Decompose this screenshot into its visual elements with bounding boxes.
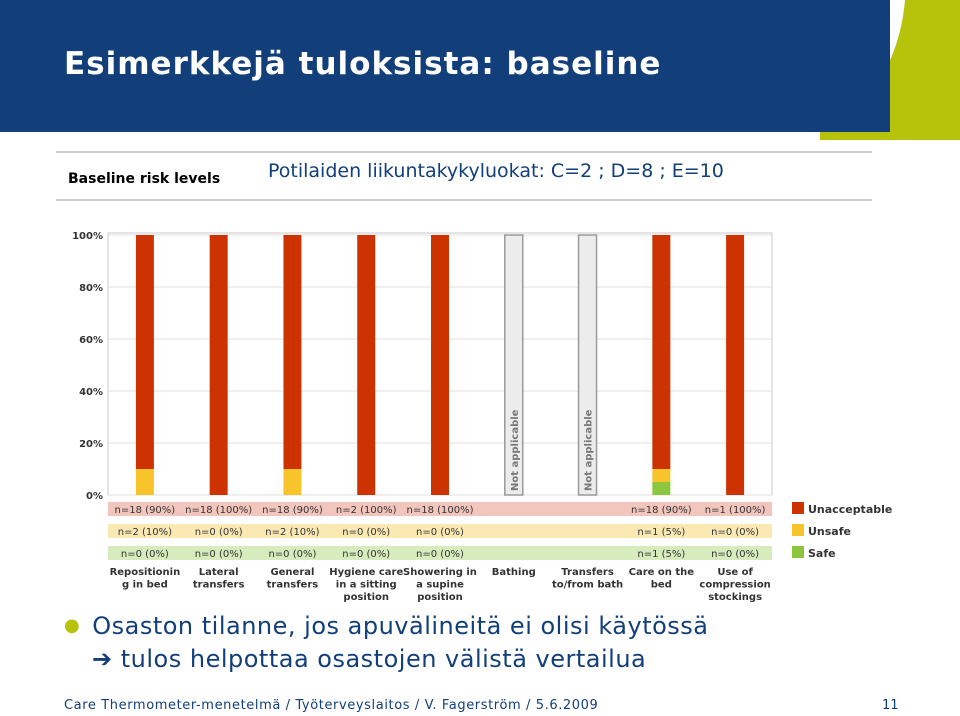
x-category-label: g in bed — [121, 579, 168, 591]
data-label: n=1 (5%) — [637, 527, 686, 538]
data-label: n=0 (0%) — [711, 527, 760, 538]
x-category-label: Lateral — [198, 567, 239, 578]
y-tick-label: 20% — [79, 439, 103, 450]
page-number: 11 — [882, 698, 899, 713]
data-label: n=2 (10%) — [117, 527, 173, 538]
legend-swatch-safe — [792, 546, 804, 558]
y-tick-label: 40% — [79, 387, 103, 398]
bar-segment-unacceptable — [726, 235, 744, 495]
footer-text: Care Thermometer-menetelmä / Työterveyslaitos / V. Fagerström / 5.6.2009 — [64, 698, 599, 713]
bar-segment-unacceptable — [357, 235, 375, 495]
bullet-subline — [92, 645, 646, 673]
data-label: n=0 (0%) — [416, 527, 464, 538]
data-label: n=1 (5%) — [637, 549, 686, 560]
x-category-label: Showering in — [403, 567, 477, 578]
data-label: n=18 (90%) — [114, 505, 176, 516]
bar-segment-unsafe — [283, 469, 301, 495]
data-label: n=2 (100%) — [335, 505, 397, 516]
data-label: n=0 (0%) — [416, 549, 464, 560]
bullet-dot-icon: ● — [64, 615, 81, 636]
x-category-label: transfers — [266, 579, 319, 591]
x-category-label: Repositionin — [109, 567, 181, 578]
bullet-text: Osaston tilanne, jos apuvälineitä ei olisi käytössä — [92, 612, 709, 640]
not-applicable-label: Not applicable — [509, 409, 521, 491]
data-label: n=18 (100%) — [185, 505, 253, 516]
data-label: n=0 (0%) — [711, 549, 760, 560]
data-label: n=1 (100%) — [704, 505, 766, 516]
y-tick-label: 0% — [86, 491, 103, 502]
legend-label: Unsafe — [808, 525, 851, 538]
x-category-label: Care on the — [628, 567, 695, 578]
x-category-label: Transfers — [561, 567, 614, 578]
x-category-label: position — [343, 592, 390, 603]
x-category-label: Use of — [717, 567, 753, 578]
x-category-label: bed — [650, 579, 672, 591]
x-category-label: in a sitting — [335, 579, 397, 591]
data-label: n=0 (0%) — [120, 549, 169, 560]
data-label: n=2 (10%) — [265, 527, 320, 538]
bullet-subline-text: tulos helpottaa osastojen välistä vertailua — [120, 645, 647, 673]
legend-swatch-unacceptable — [792, 502, 804, 514]
slide-title: Esimerkkejä tuloksista: baseline — [64, 46, 662, 82]
bullet-point — [64, 612, 709, 640]
baseline-risk-chart — [0, 145, 960, 615]
data-label: n=0 (0%) — [194, 527, 243, 538]
y-tick-label: 100% — [72, 231, 103, 242]
x-category-label: position — [417, 592, 463, 603]
data-label: n=18 (90%) — [631, 505, 692, 516]
bar-segment-unacceptable — [431, 235, 449, 495]
chart-title: Baseline risk levels — [68, 171, 221, 187]
chart-subtitle: Potilaiden liikuntakykyluokat: C=2 ; D=8 ; E=10 — [268, 160, 724, 182]
y-tick-label: 60% — [79, 335, 103, 346]
x-category-label: Bathing — [491, 567, 536, 578]
data-label: n=0 (0%) — [268, 549, 317, 560]
bar-segment-unacceptable — [210, 235, 228, 495]
not-applicable-label: Not applicable — [583, 409, 595, 491]
x-category-label: to/from bath — [551, 579, 624, 591]
bar-segment-safe — [652, 482, 670, 495]
data-label: n=0 (0%) — [342, 549, 391, 560]
x-category-label: Hygiene care — [329, 567, 404, 578]
bar-segment-unacceptable — [283, 235, 301, 469]
legend-swatch-unsafe — [792, 524, 804, 536]
x-category-label: stockings — [708, 592, 763, 603]
bar-segment-unsafe — [136, 469, 154, 495]
x-category-label: transfers — [192, 579, 245, 591]
legend-label: Unacceptable — [808, 503, 893, 516]
bar-segment-unsafe — [652, 469, 670, 482]
data-label: n=18 (100%) — [406, 505, 474, 516]
y-tick-label: 80% — [79, 283, 103, 294]
data-label: n=0 (0%) — [342, 527, 391, 538]
data-label: n=0 (0%) — [194, 549, 243, 560]
x-category-label: General — [270, 567, 315, 578]
legend-label: Safe — [808, 547, 836, 560]
bar-segment-unacceptable — [136, 235, 154, 469]
x-category-label: a supine — [416, 579, 464, 591]
data-label: n=18 (90%) — [262, 505, 323, 516]
x-category-label: compression — [699, 579, 771, 591]
bar-segment-unacceptable — [652, 235, 670, 469]
arrow-right-icon: ➔ — [92, 645, 121, 673]
